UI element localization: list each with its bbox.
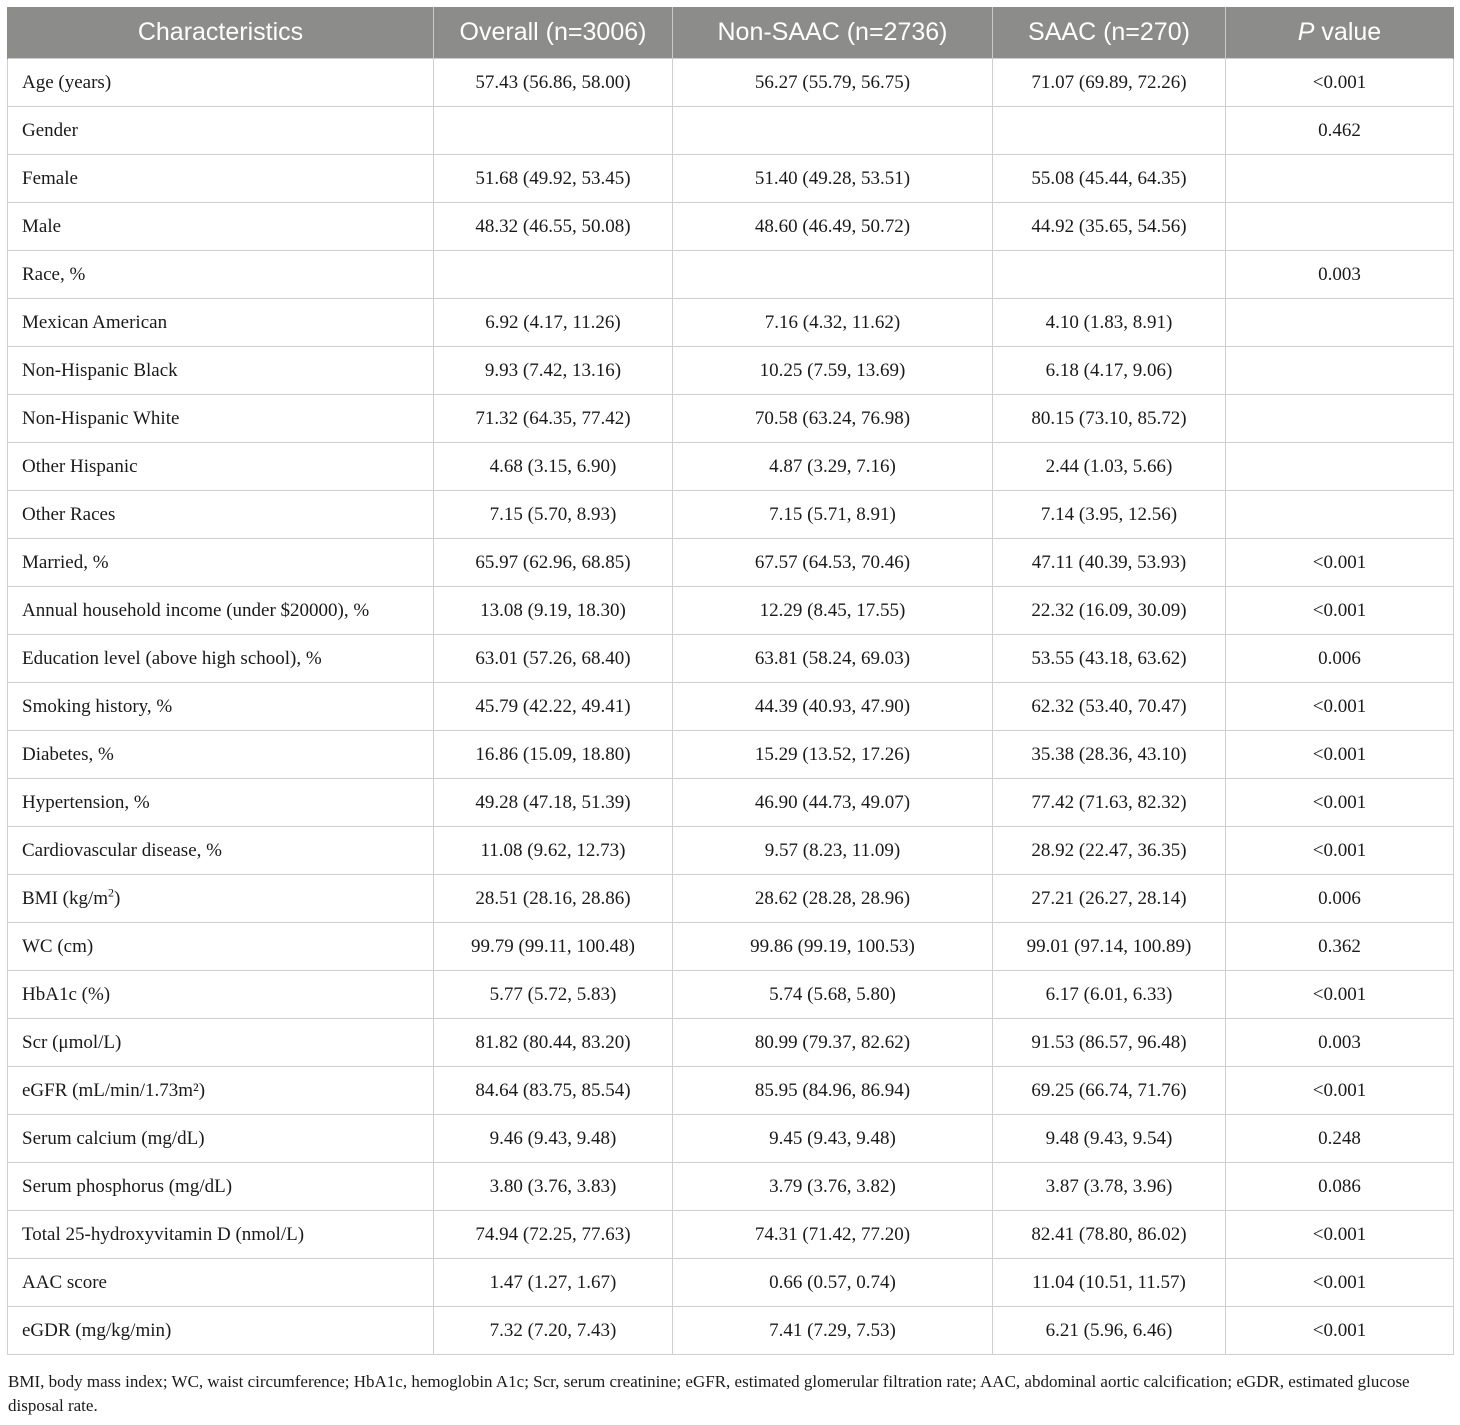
characteristic-label-text: AAC score: [22, 1271, 107, 1293]
characteristic-label-text: Serum phosphorus (mg/dL): [22, 1175, 233, 1197]
p-rest: value: [1314, 18, 1382, 46]
table-body: [8, 59, 1454, 1355]
p-value-cell: 0.003: [1226, 251, 1454, 299]
characteristic-label: [8, 491, 434, 539]
overall-cell: 63.01 (57.26, 68.40): [434, 635, 673, 683]
table-row: [8, 347, 1454, 395]
table-row: [8, 1115, 1454, 1163]
saac-cell: 80.15 (73.10, 85.72): [993, 395, 1226, 443]
characteristic-label: [8, 203, 434, 251]
characteristic-label: [8, 155, 434, 203]
characteristic-label-text: Scr (μmol/L): [22, 1031, 122, 1053]
table-row: [8, 1163, 1454, 1211]
p-value-cell: <0.001: [1226, 779, 1454, 827]
table-row: [8, 539, 1454, 587]
saac-cell: 9.48 (9.43, 9.54): [993, 1115, 1226, 1163]
characteristic-label: [8, 107, 434, 155]
table-row: [8, 251, 1454, 299]
non-saac-cell: 4.87 (3.29, 7.16): [673, 443, 993, 491]
p-value-cell: <0.001: [1226, 1211, 1454, 1259]
overall-cell: 81.82 (80.44, 83.20): [434, 1019, 673, 1067]
table-footnote: BMI, body mass index; WC, waist circumference; HbA1c, hemoglobin A1c; Scr, serum creatinine; eGFR, estimated glomerular filtration rate; AAC, abdominal aortic calcification; eGDR, estimated glucose disposal rate.: [8, 1372, 1410, 1415]
characteristic-label: [8, 1115, 434, 1163]
characteristic-label: [8, 635, 434, 683]
p-value-cell: 0.006: [1226, 875, 1454, 923]
header-non-saac: Non-SAAC (n=2736): [673, 7, 993, 59]
characteristic-label: [8, 59, 434, 107]
p-value-cell: 0.248: [1226, 1115, 1454, 1163]
characteristic-label-text: Diabetes, %: [22, 743, 114, 765]
non-saac-cell: 85.95 (84.96, 86.94): [673, 1067, 993, 1115]
saac-cell: 2.44 (1.03, 5.66): [993, 443, 1226, 491]
non-saac-cell: 46.90 (44.73, 49.07): [673, 779, 993, 827]
overall-cell: 99.79 (99.11, 100.48): [434, 923, 673, 971]
table-row: [8, 1211, 1454, 1259]
p-value-cell: [1226, 491, 1454, 539]
characteristic-label-text: Hypertension, %: [22, 791, 150, 813]
non-saac-cell: 80.99 (79.37, 82.62): [673, 1019, 993, 1067]
characteristic-label-text: Annual household income (under $20000), %: [22, 599, 370, 621]
non-saac-cell: 5.74 (5.68, 5.80): [673, 971, 993, 1019]
characteristic-label: [8, 539, 434, 587]
characteristic-label: [8, 1163, 434, 1211]
table-row: [8, 299, 1454, 347]
overall-cell: 45.79 (42.22, 49.41): [434, 683, 673, 731]
overall-cell: 7.32 (7.20, 7.43): [434, 1307, 673, 1355]
overall-cell: 1.47 (1.27, 1.67): [434, 1259, 673, 1307]
non-saac-cell: 63.81 (58.24, 69.03): [673, 635, 993, 683]
p-value-cell: 0.362: [1226, 923, 1454, 971]
table-row: [8, 923, 1454, 971]
p-value-cell: <0.001: [1226, 539, 1454, 587]
saac-cell: 44.92 (35.65, 54.56): [993, 203, 1226, 251]
header-row: [8, 7, 1454, 59]
table-row: [8, 683, 1454, 731]
non-saac-cell: 67.57 (64.53, 70.46): [673, 539, 993, 587]
non-saac-cell: 9.45 (9.43, 9.48): [673, 1115, 993, 1163]
saac-cell: 3.87 (3.78, 3.96): [993, 1163, 1226, 1211]
saac-cell: 6.17 (6.01, 6.33): [993, 971, 1226, 1019]
characteristic-label-text: Male: [22, 215, 62, 237]
characteristic-label-text: Age (years): [22, 71, 112, 93]
saac-cell: 55.08 (45.44, 64.35): [993, 155, 1226, 203]
overall-cell: 5.77 (5.72, 5.83): [434, 971, 673, 1019]
saac-cell: 62.32 (53.40, 70.47): [993, 683, 1226, 731]
overall-cell: 28.51 (28.16, 28.86): [434, 875, 673, 923]
table-row: [8, 875, 1454, 923]
non-saac-cell: 44.39 (40.93, 47.90): [673, 683, 993, 731]
table-row: [8, 155, 1454, 203]
overall-cell: 65.97 (62.96, 68.85): [434, 539, 673, 587]
characteristic-label: [8, 251, 434, 299]
non-saac-cell: 56.27 (55.79, 56.75): [673, 59, 993, 107]
saac-cell: [993, 107, 1226, 155]
p-value-cell: [1226, 203, 1454, 251]
table-row: [8, 1307, 1454, 1355]
characteristic-label-text: Gender: [22, 119, 78, 141]
table-row: [8, 827, 1454, 875]
characteristic-label-text: eGDR (mg/kg/min): [22, 1319, 172, 1341]
overall-cell: 9.93 (7.42, 13.16): [434, 347, 673, 395]
characteristic-label: [8, 587, 434, 635]
characteristic-label: [8, 1067, 434, 1115]
table-row: [8, 203, 1454, 251]
header-characteristics: Characteristics: [8, 7, 434, 59]
overall-cell: 9.46 (9.43, 9.48): [434, 1115, 673, 1163]
p-value-cell: 0.006: [1226, 635, 1454, 683]
overall-cell: 3.80 (3.76, 3.83): [434, 1163, 673, 1211]
characteristic-label-text: eGFR (mL/min/1.73m²): [22, 1079, 206, 1101]
table-row: [8, 1259, 1454, 1307]
saac-cell: 7.14 (3.95, 12.56): [993, 491, 1226, 539]
saac-cell: 4.10 (1.83, 8.91): [993, 299, 1226, 347]
characteristic-label-text: Female: [22, 167, 78, 189]
p-value-cell: <0.001: [1226, 1307, 1454, 1355]
overall-cell: 51.68 (49.92, 53.45): [434, 155, 673, 203]
table-header: [8, 7, 1454, 59]
non-saac-cell: [673, 107, 993, 155]
table-row: [8, 1019, 1454, 1067]
characteristic-label-text: Non-Hispanic White: [22, 407, 180, 429]
overall-cell: 7.15 (5.70, 8.93): [434, 491, 673, 539]
header-p-value: [1226, 7, 1454, 59]
table-row: [8, 491, 1454, 539]
table-row: [8, 443, 1454, 491]
characteristic-label-text: Total 25-hydroxyvitamin D (nmol/L): [22, 1223, 305, 1245]
saac-cell: 82.41 (78.80, 86.02): [993, 1211, 1226, 1259]
overall-cell: 11.08 (9.62, 12.73): [434, 827, 673, 875]
characteristic-label: [8, 395, 434, 443]
characteristic-label-text: Married, %: [22, 551, 109, 573]
non-saac-cell: 12.29 (8.45, 17.55): [673, 587, 993, 635]
characteristic-label: [8, 731, 434, 779]
saac-cell: 35.38 (28.36, 43.10): [993, 731, 1226, 779]
non-saac-cell: 7.16 (4.32, 11.62): [673, 299, 993, 347]
overall-cell: 4.68 (3.15, 6.90): [434, 443, 673, 491]
p-italic: P: [1297, 18, 1315, 46]
table-row: [8, 779, 1454, 827]
non-saac-cell: 48.60 (46.49, 50.72): [673, 203, 993, 251]
saac-cell: 22.32 (16.09, 30.09): [993, 587, 1226, 635]
p-value-cell: <0.001: [1226, 971, 1454, 1019]
characteristic-label-text: WC (cm): [22, 935, 94, 957]
characteristic-label: [8, 1307, 434, 1355]
characteristic-label: [8, 923, 434, 971]
characteristic-label-text: Cardiovascular disease, %: [22, 839, 222, 861]
characteristic-label: [8, 299, 434, 347]
non-saac-cell: [673, 251, 993, 299]
non-saac-cell: 28.62 (28.28, 28.96): [673, 875, 993, 923]
overall-cell: 48.32 (46.55, 50.08): [434, 203, 673, 251]
non-saac-cell: 70.58 (63.24, 76.98): [673, 395, 993, 443]
non-saac-cell: 10.25 (7.59, 13.69): [673, 347, 993, 395]
overall-cell: 16.86 (15.09, 18.80): [434, 731, 673, 779]
characteristic-label: [8, 875, 434, 923]
table-row: [8, 635, 1454, 683]
overall-cell: 57.43 (56.86, 58.00): [434, 59, 673, 107]
table-row: [8, 731, 1454, 779]
characteristic-label-text: HbA1c (%): [22, 983, 111, 1005]
overall-cell: 74.94 (72.25, 77.63): [434, 1211, 673, 1259]
p-value-cell: [1226, 155, 1454, 203]
saac-cell: 28.92 (22.47, 36.35): [993, 827, 1226, 875]
saac-cell: 6.21 (5.96, 6.46): [993, 1307, 1226, 1355]
p-value-cell: <0.001: [1226, 1259, 1454, 1307]
characteristic-label: [8, 1259, 434, 1307]
p-value-cell: [1226, 443, 1454, 491]
characteristic-label-text: BMI (kg/m: [22, 887, 109, 909]
p-value-cell: <0.001: [1226, 1067, 1454, 1115]
label-suffix: ): [114, 887, 121, 909]
characteristic-label-text: Serum calcium (mg/dL): [22, 1127, 205, 1149]
characteristic-label: [8, 779, 434, 827]
characteristic-label: [8, 827, 434, 875]
overall-cell: [434, 251, 673, 299]
non-saac-cell: 7.15 (5.71, 8.91): [673, 491, 993, 539]
characteristic-label: [8, 971, 434, 1019]
table-row: [8, 59, 1454, 107]
characteristic-label-text: Smoking history, %: [22, 695, 173, 717]
characteristic-label-text: Other Races: [22, 503, 116, 525]
saac-cell: 71.07 (69.89, 72.26): [993, 59, 1226, 107]
characteristics-table: [7, 7, 1454, 1355]
non-saac-cell: 99.86 (99.19, 100.53): [673, 923, 993, 971]
header-saac: SAAC (n=270): [993, 7, 1226, 59]
overall-cell: 13.08 (9.19, 18.30): [434, 587, 673, 635]
characteristic-label: [8, 347, 434, 395]
label-superscript: 2: [108, 885, 115, 900]
p-value-cell: 0.086: [1226, 1163, 1454, 1211]
saac-cell: 47.11 (40.39, 53.93): [993, 539, 1226, 587]
table-row: [8, 395, 1454, 443]
non-saac-cell: 0.66 (0.57, 0.74): [673, 1259, 993, 1307]
p-value-cell: <0.001: [1226, 731, 1454, 779]
table-row: [8, 971, 1454, 1019]
characteristic-label: [8, 683, 434, 731]
p-value-cell: <0.001: [1226, 59, 1454, 107]
saac-cell: 11.04 (10.51, 11.57): [993, 1259, 1226, 1307]
saac-cell: 6.18 (4.17, 9.06): [993, 347, 1226, 395]
saac-cell: 69.25 (66.74, 71.76): [993, 1067, 1226, 1115]
non-saac-cell: 9.57 (8.23, 11.09): [673, 827, 993, 875]
p-value-cell: <0.001: [1226, 587, 1454, 635]
saac-cell: 77.42 (71.63, 82.32): [993, 779, 1226, 827]
characteristic-label: [8, 1211, 434, 1259]
table-row: [8, 1067, 1454, 1115]
non-saac-cell: 3.79 (3.76, 3.82): [673, 1163, 993, 1211]
characteristic-label: [8, 443, 434, 491]
p-value-cell: <0.001: [1226, 827, 1454, 875]
non-saac-cell: 15.29 (13.52, 17.26): [673, 731, 993, 779]
characteristic-label: [8, 1019, 434, 1067]
saac-cell: 99.01 (97.14, 100.89): [993, 923, 1226, 971]
saac-cell: [993, 251, 1226, 299]
p-value-cell: [1226, 347, 1454, 395]
non-saac-cell: 74.31 (71.42, 77.20): [673, 1211, 993, 1259]
table-row: [8, 587, 1454, 635]
characteristic-label-text: Race, %: [22, 263, 86, 285]
characteristic-label-text: Non-Hispanic Black: [22, 359, 178, 381]
p-value-cell: <0.001: [1226, 683, 1454, 731]
saac-cell: 27.21 (26.27, 28.14): [993, 875, 1226, 923]
p-value-cell: 0.003: [1226, 1019, 1454, 1067]
characteristic-label-text: Education level (above high school), %: [22, 647, 322, 669]
saac-cell: 53.55 (43.18, 63.62): [993, 635, 1226, 683]
non-saac-cell: 7.41 (7.29, 7.53): [673, 1307, 993, 1355]
table-row: [8, 107, 1454, 155]
p-value-cell: 0.462: [1226, 107, 1454, 155]
overall-cell: 49.28 (47.18, 51.39): [434, 779, 673, 827]
p-value-cell: [1226, 299, 1454, 347]
p-value-cell: [1226, 395, 1454, 443]
overall-cell: 6.92 (4.17, 11.26): [434, 299, 673, 347]
non-saac-cell: 51.40 (49.28, 53.51): [673, 155, 993, 203]
characteristic-label-text: Other Hispanic: [22, 455, 138, 477]
overall-cell: 84.64 (83.75, 85.54): [434, 1067, 673, 1115]
overall-cell: 71.32 (64.35, 77.42): [434, 395, 673, 443]
saac-cell: 91.53 (86.57, 96.48): [993, 1019, 1226, 1067]
header-overall: Overall (n=3006): [434, 7, 673, 59]
characteristic-label-text: Mexican American: [22, 311, 168, 333]
overall-cell: [434, 107, 673, 155]
